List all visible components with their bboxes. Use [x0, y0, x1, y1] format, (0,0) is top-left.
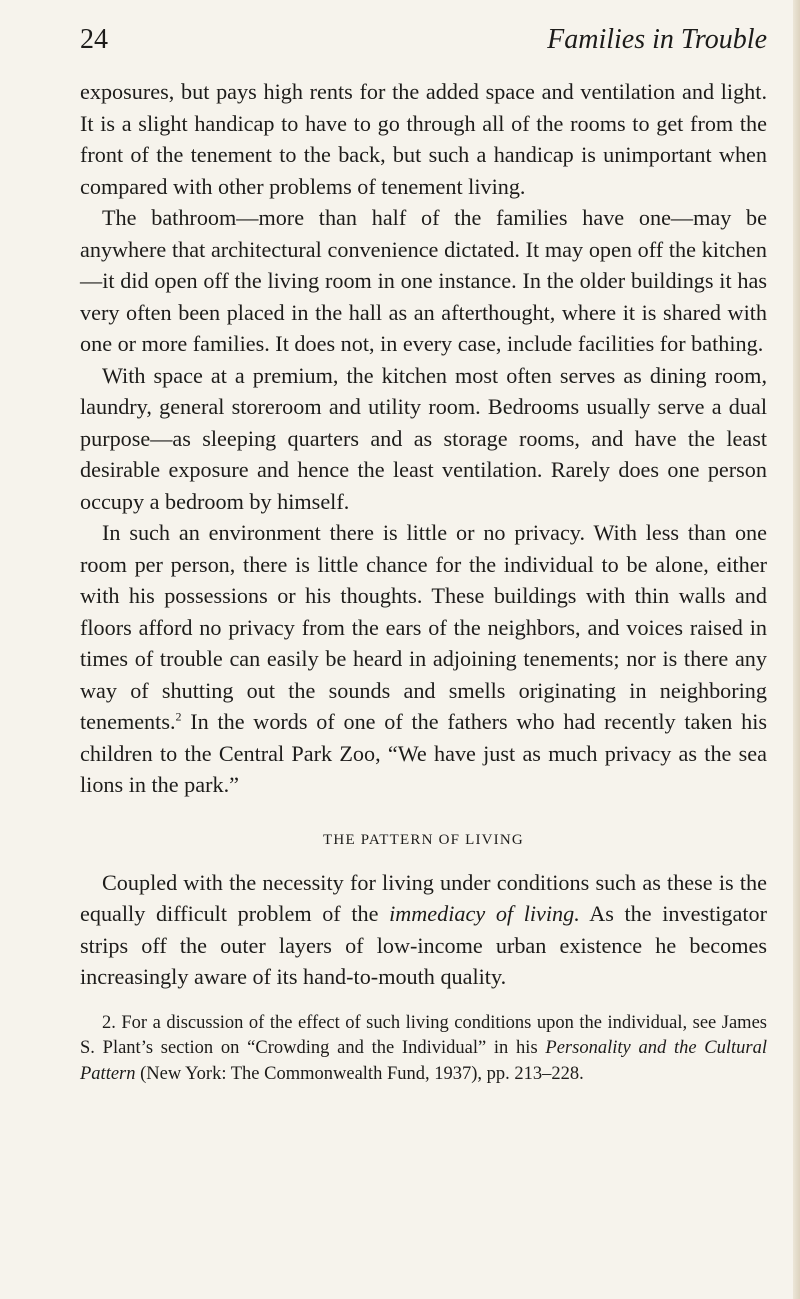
- paragraph-privacy: [80, 517, 767, 801]
- pattern-emphasis: immediacy of living.: [389, 901, 580, 926]
- page-number: 24: [80, 24, 108, 55]
- page-body: [80, 76, 767, 1087]
- paragraph-kitchen: With space at a premium, the kitchen most often serves as dining room, laundry, general storeroom and utility room. Bedrooms usually serve a dual purpose—as sleeping quarters and as storage rooms, and have the least desirable exposure and hence the least ventilation. Rarely does one person occupy a bedroom by himself.: [80, 362, 767, 514]
- page-header: [80, 24, 767, 64]
- footnote-text: For a discussion of the effect of such living conditions upon the individual, see James S. Plant’s section on “Crowding and the Individual” in his: [80, 1012, 767, 1058]
- pattern-text: Coupled with the necessity for living under conditions such as these is the equally difficult problem of the: [80, 869, 767, 926]
- page-edge: [793, 0, 800, 1299]
- paragraph-pattern: [80, 867, 767, 993]
- pattern-text-continued: As the investigator strips off the outer layers of low-income urban existence he becomes increasingly aware of its hand-to-mouth quality.: [80, 901, 767, 989]
- paragraph-exposures: exposures, but pays high rents for the added space and ventilation and light. It is a slight handicap to have to go through all of the rooms to get from the front of the tenement to the back, but such a handicap is unimportant when compared with other problems of tenement living.: [80, 79, 767, 199]
- running-title: Families in Trouble: [547, 24, 767, 55]
- footnote-book-title: Personality and the Cultural Pattern: [80, 1038, 767, 1084]
- privacy-text: In such an environment there is little or no privacy. With less than one room per person, there is little chance for the individual to be alone, either with his possessions or his thoughts. These buildings with thin walls and floors afford no privacy from the ears of the neighbors, and voices raised in times of trouble can easily be heard in adjoining tenements; nor is there any way of shutting out the sounds and smells originating in neighboring tenements.: [80, 520, 767, 734]
- footnote: [80, 1011, 767, 1088]
- footnote-number: 2.: [102, 1012, 116, 1033]
- footnote-reference: 2: [175, 709, 182, 724]
- footnote-text-continued: (New York: The Commonwealth Fund, 1937), pp. 213–228.: [135, 1063, 584, 1084]
- paragraph-bathroom: The bathroom—more than half of the families have one—may be anywhere that architectural convenience dictated. It may open off the kitchen—it did open off the living room in one instance. In the older buildings it has very often been placed in the hall as an afterthought, where it is shared with one or more families. It does not, in every case, include facilities for bathing.: [80, 205, 767, 356]
- privacy-text-continued: In the words of one of the fathers who had recently taken his children to the Central Park Zoo, “We have just as much privacy as the sea lions in the park.”: [80, 709, 767, 797]
- section-heading: THE PATTERN OF LIVING: [323, 831, 524, 848]
